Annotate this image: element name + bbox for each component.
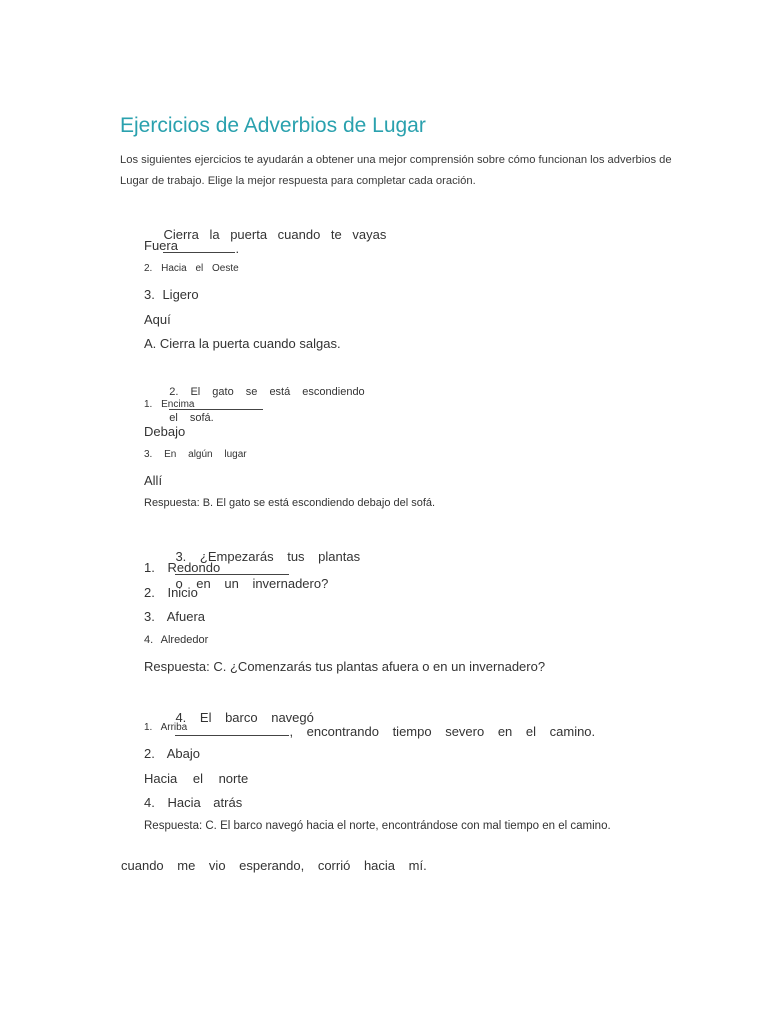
q4-answer: Respuesta: C. El barco navegó hacia el norte, encontrándose con mal tiempo en el camino. [144, 820, 611, 832]
question-3-tail: o en un invernadero? [175, 576, 329, 591]
q2-option-1: 1. Encima [144, 399, 195, 410]
answer-blank [175, 724, 289, 736]
question-4-tail: , encontrando tiempo severo en el camino. [289, 724, 596, 739]
q1-option-1: Fuera [144, 238, 178, 253]
question-3-text: 3. ¿Empezarás tus plantas [175, 549, 361, 564]
q1-option-3: 3. Ligero [144, 287, 199, 302]
intro-line-1: Los siguientes ejercicios te ayudarán a obtener una mejor comprensión sobre cómo funcionan los adverbios de [120, 154, 672, 166]
q2-option-2: Debajo [144, 424, 186, 439]
question-4 [121, 698, 595, 751]
q1-option-4: Aquí [144, 312, 171, 327]
q4-option-2: 2. Abajo [144, 746, 200, 761]
q3-option-1: 1. Redondo [144, 560, 221, 575]
question-1-text: Cierra la puerta cuando te vayas [163, 227, 387, 242]
q2-option-4: Allí [144, 473, 163, 488]
q4-option-4: 4. Hacia atrás [144, 795, 243, 810]
q3-option-4: 4. Alrededor [144, 634, 209, 646]
q2-option-3: 3. En algún lugar [144, 449, 247, 460]
q3-option-2: 2. Inicio [144, 585, 198, 600]
question-5-fragment: cuando me vio esperando, corrió hacia mí. [121, 858, 427, 873]
q3-option-3: 3. Afuera [144, 609, 206, 624]
q4-option-3: Hacia el norte [144, 771, 249, 786]
q1-answer: A. Cierra la puerta cuando salgas. [144, 336, 341, 351]
q1-option-2: 2. Hacia el Oeste [144, 263, 239, 274]
question-2-text: 2. El gato se está escondiendo [169, 386, 365, 398]
q2-answer: Respuesta: B. El gato se está escondiendo debajo del sofá. [144, 497, 436, 509]
question-4-text: 4. El barco navegó [175, 710, 314, 725]
question-2-tail: el sofá. [169, 412, 214, 424]
intro-line-2: Lugar de trabajo. Elige la mejor respuesta para completar cada oración. [120, 175, 476, 187]
q4-option-1: 1. Arriba [144, 722, 188, 733]
page-title: Ejercicios de Adverbios de Lugar [120, 114, 426, 137]
q3-answer: Respuesta: C. ¿Comenzarás tus plantas afuera o en un invernadero? [144, 659, 546, 674]
question-1-tail: . [235, 241, 240, 256]
